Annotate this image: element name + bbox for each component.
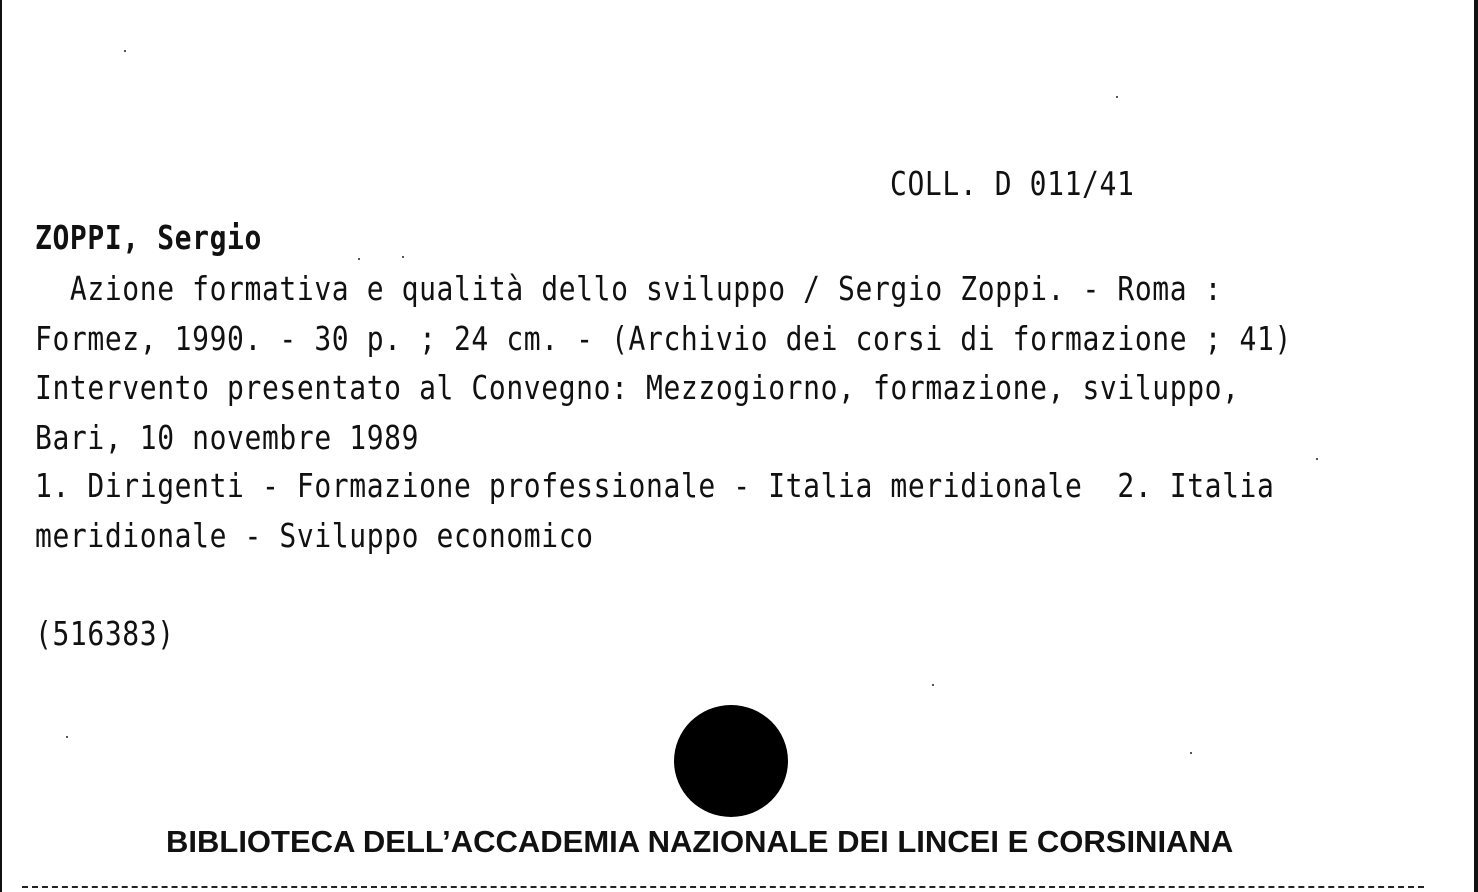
speck (402, 256, 404, 258)
punch-hole (674, 705, 788, 817)
speck (1316, 458, 1318, 460)
bottom-edge-rule (22, 886, 1424, 888)
subjects-line-2: meridionale - Sviluppo economico (35, 516, 594, 556)
speck (932, 684, 934, 686)
title-line-1: Azione formativa e qualità dello sviluppo / Sergio Zoppi. - Roma : (35, 269, 1223, 309)
subjects-line-1: 1. Dirigenti - Formazione professionale - Italia meridionale 2. Italia (35, 466, 1275, 506)
library-footer: BIBLIOTECA DELL’ACCADEMIA NAZIONALE DEI LINCEI E CORSINIANA (166, 824, 1234, 859)
note-line-2: Bari, 10 novembre 1989 (35, 418, 420, 458)
publication-line: Formez, 1990. - 30 p. ; 24 cm. - (Archivio dei corsi di formazione ; 41) (35, 319, 1292, 359)
speck (66, 736, 68, 738)
speck (1190, 752, 1192, 754)
author-heading: ZOPPI, Sergio (35, 218, 262, 258)
call-number: COLL. D 011/41 (890, 164, 1135, 204)
speck (358, 258, 360, 260)
speck (124, 50, 126, 52)
speck (1116, 96, 1118, 98)
note-line-1: Intervento presentato al Convegno: Mezzogiorno, formazione, sviluppo, (35, 368, 1240, 408)
record-id: (516383) (35, 614, 175, 654)
